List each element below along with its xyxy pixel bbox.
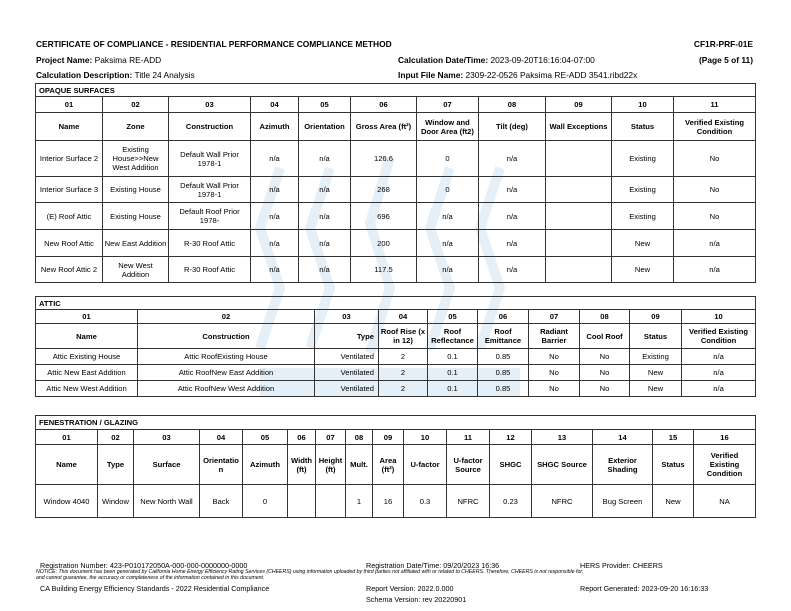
- col-num: 12: [490, 430, 532, 445]
- col-num: 04: [200, 430, 243, 445]
- table-cell: 126.6: [351, 141, 417, 177]
- table-row: [36, 485, 756, 518]
- table-cell: n/a: [479, 257, 546, 283]
- col-num: 14: [593, 430, 653, 445]
- table-cell: [546, 257, 612, 283]
- col-num: 16: [694, 430, 756, 445]
- table-cell: Interior Surface 2: [36, 141, 103, 177]
- col-header: Azimuth: [243, 445, 288, 485]
- col-num: 07: [529, 310, 580, 324]
- table-cell: Existing: [612, 203, 674, 230]
- table-row: [36, 141, 756, 177]
- col-num: 07: [316, 430, 346, 445]
- table-cell: NFRC: [447, 485, 490, 518]
- col-header: Orientation: [299, 113, 351, 141]
- table-row: [36, 365, 756, 381]
- col-num: 09: [373, 430, 404, 445]
- table-cell: 0.1: [428, 365, 478, 381]
- table-cell: 2: [379, 365, 428, 381]
- table-row: [36, 203, 756, 230]
- table-cell: n/a: [682, 365, 756, 381]
- table-cell: n/a: [682, 381, 756, 397]
- col-num: 07: [417, 97, 479, 113]
- calc-datetime-label: Calculation Date/Time:: [398, 55, 489, 65]
- table-cell: NFRC: [532, 485, 593, 518]
- table-cell: n/a: [479, 177, 546, 203]
- table-cell: Attic RoofNew West Addition: [138, 381, 315, 397]
- table-row: [36, 349, 756, 365]
- col-num: 11: [447, 430, 490, 445]
- col-header: U-factor Source: [447, 445, 490, 485]
- table-cell: n/a: [674, 230, 756, 257]
- report-generated: Report Generated: 2023-09-20 16:16:33: [580, 584, 709, 593]
- table-cell: n/a: [479, 203, 546, 230]
- table-cell: New Roof Attic: [36, 230, 103, 257]
- table-cell: [546, 177, 612, 203]
- col-num: 06: [478, 310, 529, 324]
- col-num: 15: [653, 430, 694, 445]
- col-header: Window and Door Area (ft2): [417, 113, 479, 141]
- page-title: CERTIFICATE OF COMPLIANCE - RESIDENTIAL PERFORMANCE COMPLIANCE METHOD: [36, 39, 392, 49]
- table-cell: n/a: [251, 257, 299, 283]
- col-header: Status: [630, 324, 682, 349]
- project-name-row: [36, 55, 161, 65]
- project-name-label: Project Name:: [36, 55, 93, 65]
- table-cell: Bug Screen: [593, 485, 653, 518]
- col-num: 02: [98, 430, 134, 445]
- col-header: Surface: [134, 445, 200, 485]
- table-cell: Existing House: [103, 203, 169, 230]
- col-header: Verified Existing Condition: [682, 324, 756, 349]
- col-header: Verified Existing Condition: [674, 113, 756, 141]
- col-header: Status: [612, 113, 674, 141]
- table-cell: n/a: [417, 203, 479, 230]
- calc-desc-row: [36, 70, 195, 80]
- col-header: U-factor: [404, 445, 447, 485]
- col-num: 11: [674, 97, 756, 113]
- col-header: Name: [36, 445, 98, 485]
- col-num: 10: [404, 430, 447, 445]
- table-cell: Attic Existing House: [36, 349, 138, 365]
- report-version: Report Version: 2022.0.000: [366, 584, 454, 593]
- table-cell: 0.23: [490, 485, 532, 518]
- table-cell: Attic RoofNew East Addition: [138, 365, 315, 381]
- col-num: 13: [532, 430, 593, 445]
- table-cell: 0: [417, 141, 479, 177]
- col-num: 01: [36, 97, 103, 113]
- calc-datetime: 2023-09-20T16:16:04-07:00: [490, 55, 595, 65]
- col-num: 09: [546, 97, 612, 113]
- col-num: 08: [479, 97, 546, 113]
- col-num: 08: [580, 310, 630, 324]
- table-row: [36, 381, 756, 397]
- table-cell: 2: [379, 349, 428, 365]
- registration-datetime: Registration Date/Time: 09/20/2023 16:36: [366, 561, 500, 570]
- calc-desc-label: Calculation Description:: [36, 70, 133, 80]
- col-header: Roof Reflectance: [428, 324, 478, 349]
- table-cell: New: [612, 230, 674, 257]
- col-header: Azimuth: [251, 113, 299, 141]
- notice-line-1: NOTICE: This document has been generated by California Home Energy Efficiency Rating Services (CHEERS) using information uploaded by third parties not affiliated with or related to CHEERS. Therefore, CHEERS is not responsible for,: [36, 569, 584, 575]
- table-cell: 0.85: [478, 365, 529, 381]
- table-cell: n/a: [299, 141, 351, 177]
- table-cell: 0.85: [478, 349, 529, 365]
- col-num: 10: [612, 97, 674, 113]
- col-header: Height (ft): [316, 445, 346, 485]
- section-title: FENESTRATION / GLAZING: [36, 416, 756, 430]
- table-cell: New East Addition: [103, 230, 169, 257]
- table-cell: Window: [98, 485, 134, 518]
- col-num: 01: [36, 310, 138, 324]
- table-cell: No: [529, 349, 580, 365]
- table-cell: [546, 230, 612, 257]
- col-header: Area (ft²): [373, 445, 404, 485]
- col-num: 10: [682, 310, 756, 324]
- col-header: Zone: [103, 113, 169, 141]
- table-row: [36, 230, 756, 257]
- table-cell: 0: [417, 177, 479, 203]
- table-cell: Window 4040: [36, 485, 98, 518]
- table-cell: Existing House>>New West Addition: [103, 141, 169, 177]
- table-cell: No: [580, 381, 630, 397]
- table-cell: No: [580, 349, 630, 365]
- table-cell: 16: [373, 485, 404, 518]
- schema-version: Schema Version: rev 20220901: [366, 595, 467, 604]
- col-num: 03: [315, 310, 379, 324]
- table-cell: Default Wall Prior 1978-1: [169, 177, 251, 203]
- section-title: OPAQUE SURFACES: [36, 84, 756, 97]
- hers-provider: HERS Provider: CHEERS: [580, 561, 663, 570]
- table-cell: 2: [379, 381, 428, 397]
- table-cell: Ventilated: [315, 381, 379, 397]
- table-cell: 0.85: [478, 381, 529, 397]
- table-cell: 0.1: [428, 349, 478, 365]
- table-cell: NA: [694, 485, 756, 518]
- col-num: 02: [138, 310, 315, 324]
- col-num: 01: [36, 430, 98, 445]
- input-file: 2309-22-0526 Paksima RE-ADD 3541.ribd22x: [465, 70, 638, 80]
- col-header: SHGC: [490, 445, 532, 485]
- input-file-row: [398, 70, 637, 80]
- table-cell: n/a: [479, 230, 546, 257]
- table-cell: Existing House: [103, 177, 169, 203]
- table-cell: New North Wall: [134, 485, 200, 518]
- table-cell: n/a: [251, 141, 299, 177]
- table-cell: Default Wall Prior 1978-1: [169, 141, 251, 177]
- col-num: 05: [299, 97, 351, 113]
- col-header: Type: [315, 324, 379, 349]
- col-header: Gross Area (ft²): [351, 113, 417, 141]
- table-row: [36, 177, 756, 203]
- table-cell: [546, 203, 612, 230]
- col-header: Construction: [138, 324, 315, 349]
- table-cell: n/a: [299, 177, 351, 203]
- attic-table: [35, 296, 756, 397]
- table-cell: n/a: [479, 141, 546, 177]
- col-num: 05: [428, 310, 478, 324]
- table-cell: No: [674, 141, 756, 177]
- project-name: Paksima RE-ADD: [94, 55, 162, 65]
- calc-datetime-row: [398, 55, 595, 65]
- table-cell: New: [612, 257, 674, 283]
- table-cell: Existing: [630, 349, 682, 365]
- table-cell: Back: [200, 485, 243, 518]
- table-cell: n/a: [251, 203, 299, 230]
- table-cell: n/a: [299, 203, 351, 230]
- table-cell: Existing: [612, 177, 674, 203]
- col-header: SHGC Source: [532, 445, 593, 485]
- table-cell: [316, 485, 346, 518]
- table-cell: Attic RoofExisting House: [138, 349, 315, 365]
- col-num: 04: [251, 97, 299, 113]
- notice-line-2: and cannot guarantee, the accuracy or completeness of the information contained in this document.: [36, 575, 265, 581]
- table-cell: Default Roof Prior 1978-: [169, 203, 251, 230]
- table-cell: [546, 141, 612, 177]
- col-header: Type: [98, 445, 134, 485]
- col-header: Status: [653, 445, 694, 485]
- table-cell: New Roof Attic 2: [36, 257, 103, 283]
- col-header: Name: [36, 113, 103, 141]
- col-header: Name: [36, 324, 138, 349]
- table-cell: No: [674, 203, 756, 230]
- table-cell: No: [529, 365, 580, 381]
- col-header: Cool Roof: [580, 324, 630, 349]
- table-cell: n/a: [417, 257, 479, 283]
- table-cell: 0.1: [428, 381, 478, 397]
- col-header: Verified Existing Condition: [694, 445, 756, 485]
- table-cell: No: [580, 365, 630, 381]
- col-num: 03: [134, 430, 200, 445]
- table-cell: No: [529, 381, 580, 397]
- table-cell: Existing: [612, 141, 674, 177]
- col-num: 02: [103, 97, 169, 113]
- table-cell: 1: [346, 485, 373, 518]
- table-cell: 0: [243, 485, 288, 518]
- table-cell: n/a: [682, 349, 756, 365]
- table-cell: Attic New East Addition: [36, 365, 138, 381]
- col-num: 05: [243, 430, 288, 445]
- table-cell: n/a: [417, 230, 479, 257]
- col-num: 06: [351, 97, 417, 113]
- col-header: Wall Exceptions: [546, 113, 612, 141]
- section-title: ATTIC: [36, 297, 756, 310]
- table-cell: 268: [351, 177, 417, 203]
- col-header: Exterior Shading: [593, 445, 653, 485]
- page-number: (Page 5 of 11): [699, 55, 753, 65]
- table-cell: New West Addition: [103, 257, 169, 283]
- table-cell: Ventilated: [315, 349, 379, 365]
- table-cell: [288, 485, 316, 518]
- col-header: Roof Rise (x in 12): [379, 324, 428, 349]
- col-header: Width (ft): [288, 445, 316, 485]
- table-cell: 696: [351, 203, 417, 230]
- form-id: CF1R-PRF-01E: [693, 39, 753, 49]
- table-cell: n/a: [251, 177, 299, 203]
- registration-number: Registration Number: 423-P010172050A-000-000-0000000-0000: [40, 561, 248, 570]
- col-header: Orientation: [200, 445, 243, 485]
- col-num: 09: [630, 310, 682, 324]
- table-cell: 200: [351, 230, 417, 257]
- table-cell: Attic New West Addition: [36, 381, 138, 397]
- table-cell: R-30 Roof Attic: [169, 257, 251, 283]
- col-num: 04: [379, 310, 428, 324]
- fenestration-table: [35, 415, 756, 518]
- col-num: 06: [288, 430, 316, 445]
- col-num: 03: [169, 97, 251, 113]
- opaque-surfaces-table: [35, 83, 756, 283]
- col-header: Tilt (deg): [479, 113, 546, 141]
- table-cell: New: [630, 365, 682, 381]
- col-header: Construction: [169, 113, 251, 141]
- table-cell: (E) Roof Attic: [36, 203, 103, 230]
- table-cell: New: [630, 381, 682, 397]
- col-num: 08: [346, 430, 373, 445]
- table-cell: n/a: [299, 230, 351, 257]
- table-cell: n/a: [299, 257, 351, 283]
- col-header: Mult.: [346, 445, 373, 485]
- col-header: Radiant Barrier: [529, 324, 580, 349]
- table-row: [36, 257, 756, 283]
- table-cell: No: [674, 177, 756, 203]
- table-cell: R-30 Roof Attic: [169, 230, 251, 257]
- table-cell: n/a: [674, 257, 756, 283]
- table-cell: Ventilated: [315, 365, 379, 381]
- table-cell: 117.5: [351, 257, 417, 283]
- table-cell: n/a: [251, 230, 299, 257]
- table-cell: New: [653, 485, 694, 518]
- standards: CA Building Energy Efficiency Standards - 2022 Residential Compliance: [40, 584, 270, 593]
- calc-desc: Title 24 Analysis: [134, 70, 195, 80]
- input-file-label: Input File Name:: [398, 70, 464, 80]
- table-cell: Interior Surface 3: [36, 177, 103, 203]
- table-cell: 0.3: [404, 485, 447, 518]
- col-header: Roof Emittance: [478, 324, 529, 349]
